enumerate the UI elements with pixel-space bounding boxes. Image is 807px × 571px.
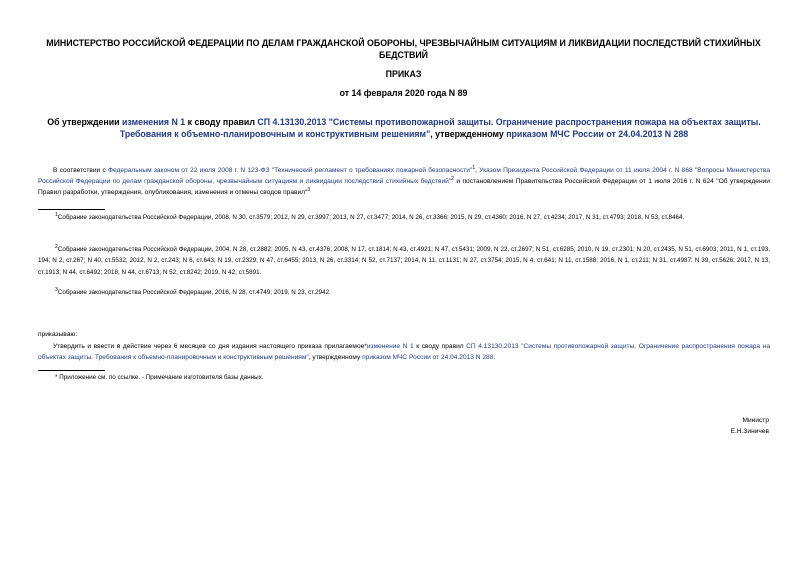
intro-paragraph xyxy=(38,165,770,199)
footnote-3-text: Собрание законодательства Российской Федерации, 2016, N 28, ст.4749; 2019, N 23, ст.2942. xyxy=(57,289,331,296)
approve-text-4: . xyxy=(493,354,496,362)
approve-text-2: к своду правил xyxy=(413,343,467,350)
intro-text-3: и постановлением Правительства Российской Федерации от 1 июля 2016 г. N 624 "Об утверждении Правил разработки, утверждения, опубликования, изменения и отмены сводов правил" xyxy=(38,178,770,197)
approve-text-3: , утвержденному xyxy=(308,354,363,362)
approve-link-code[interactable]: СП 4.13130.2013 "Системы противопожарной защиты. Ограничение распространения пожара на объектах защиты. Требования к объемно-планировочным и конструктивным решениям" xyxy=(38,343,770,362)
footnote-1 xyxy=(38,212,770,223)
approve-link-change[interactable]: изменение N 1 xyxy=(366,343,414,350)
intro-link-law[interactable]: Федеральным законом от 22 июля 2008 г. N 123-ФЗ "Технический регламент о требованиях пожарной безопасности" xyxy=(108,167,473,174)
footnote-2-text: Собрание законодательства Российской Федерации, 2004, N 28, ст.2882; 2005, N 43, ст.4376; 2008, N 17, ст.1814; N 43, ст.4921; N 47, ст.5431; 2009, N 22, ст.2697; N 51, ст.6285; 2010, N 19, ст.2301; N 20, ст.2435, N 51, ст.6903; 2011, N 1, ст.193, 194; N 2, ст.267; N 40, ст.5532; 2012, N 2, ст.243; N 6, ст.643; N 19, ст.2329; N 47, ст.6455; 2013, N 26, ст.3314; N 52, ст.7137; 2014, N 11, ст.1131; N 27, ст.3754; 2015, N 4, ст.641; N 11, ст.1588; 2016, N 1, ст.211; N 31, ст.4987; N 39, ст.5626; 2017, N 13, ст.1913; N 44, ст.6492; 2018, N 44, ст.6713; N 52, ст.8242; 2019, N 42, ст.5891. xyxy=(38,246,770,276)
footnote-divider-2 xyxy=(38,370,105,371)
footnote-2-mark: 2 xyxy=(55,243,58,250)
footnote-1-text: Собрание законодательства Российской Федерации, 2008, N 30, ст.3579; 2012, N 29, ст.3997; 2013, N 27, ст.3477; 2014, N 26, ст.3366; 2015, N 29, ст.4360; 2016, N 27, ст.4234; 2017, N 31, ст.4793; 2018, N 53, ст.8464. xyxy=(57,214,685,221)
approve-paragraph xyxy=(38,341,770,363)
footnote-ref-3[interactable]: 3 xyxy=(307,187,311,194)
footnote-1-mark: 1 xyxy=(55,211,58,218)
ministry-heading: МИНИСТЕРСТВО РОССИЙСКОЙ ФЕДЕРАЦИИ ПО ДЕЛАМ ГРАЖДАНСКОЙ ОБОРОНЫ, ЧРЕЗВЫЧАЙНЫМ СИТУАЦИЯМ И ЛИКВИДАЦИИ ПОСЛЕДСТВИЙ СТИХИЙНЫХ БЕДСТВИЙ xyxy=(46,38,761,60)
footnote-3-mark: 3 xyxy=(55,286,58,293)
intro-link-decree[interactable]: Указом Президента Российской Федерации от 11 июля 2004 г. N 868 "Вопросы Министерства Российской Федерации по делам гражданской обороны, чрезвычайным ситуациям и ликвидации последствий стихийных бедствий" xyxy=(38,167,770,186)
orders-line: приказываю: xyxy=(38,331,78,338)
intro-text-1: В соответствии с xyxy=(53,167,109,174)
title-link-order[interactable]: приказом МЧС России от 24.04.2013 N 288 xyxy=(506,129,689,139)
footnote-divider xyxy=(38,209,105,210)
footnote-editor-note: * Приложение см. по ссылке. - Примечание изготовителя базы данных. xyxy=(55,374,264,381)
footnote-ref-2[interactable]: 2 xyxy=(451,176,454,183)
footnote-3 xyxy=(38,287,770,298)
intro-text-2: , xyxy=(475,167,480,174)
title-prefix: Об утверждении xyxy=(47,117,123,127)
title-link-code[interactable]: СП 4.13130.2013 "Системы противопожарной защиты. Ограничение распространения пожара на объектах защиты. Требования к объемно-планировочным и конструктивным решениям" xyxy=(119,117,761,139)
approve-text-1: Утвердить и ввести в действие через 6 месяцев со дня издания настоящего приказа прилагаемое* xyxy=(53,343,367,350)
footnote-2 xyxy=(38,244,770,278)
title-link-change[interactable]: изменения N 1 xyxy=(122,117,186,127)
approve-link-order[interactable]: приказом МЧС России от 24.04.2013 N 288 xyxy=(362,354,494,362)
title-mid1: к своду правил xyxy=(185,117,258,127)
title-mid2: , утвержденному xyxy=(430,129,507,139)
signatory-position: Министр xyxy=(742,417,769,424)
date-number-heading: от 14 февраля 2020 года N 89 xyxy=(339,88,468,98)
document-title xyxy=(44,116,764,140)
footnote-ref-1[interactable]: 1 xyxy=(472,164,476,171)
signatory-name: Е.Н.Зиничев xyxy=(730,428,769,435)
doc-type-heading: ПРИКАЗ xyxy=(385,69,422,79)
